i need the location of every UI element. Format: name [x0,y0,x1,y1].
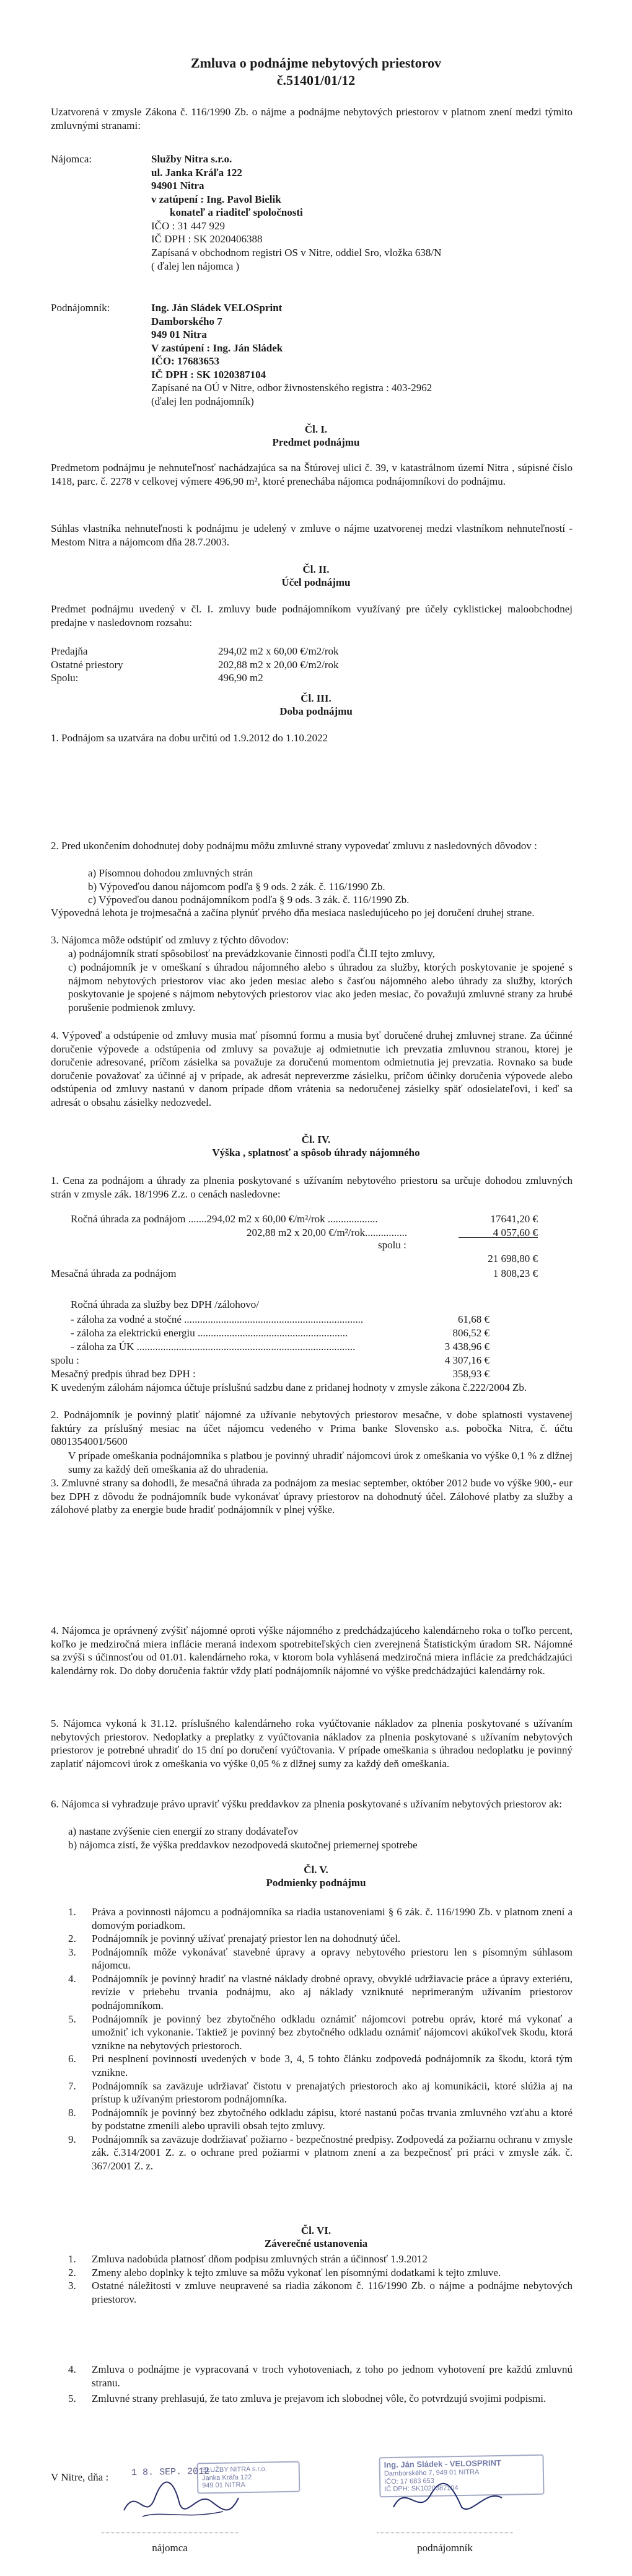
najomca-ico: IČO : 31 447 929 [151,219,225,232]
art3-paragraph-2b: Výpovedná lehota je trojmesačná a začína plynúť prvého dňa mesiaca nasledujúceho po jej doručení druhej strane. [51,907,535,919]
art2-row-label: Spolu: [51,672,79,684]
podnajomnik-label: Podnájomník: [51,302,110,314]
list-item: 4. Podnájomník je povinný hradiť na vlastné náklady drobné opravy, obvyklé udržiavacie práce a úpravy exteriéru, revízie v priebehu trvania podnájmu, ako aj náklady vzniknuté neprimeraným užívaním priestorov podnájomníkom. [68,1972,573,2012]
najomca-street: ul. Janka Kráľa 122 [151,166,242,179]
art4-heading-block [0,1133,632,1160]
art5-heading-block [0,1863,632,1890]
art1-heading: Predmet podnájmu [272,436,360,449]
art2-row-label: Predajňa [51,645,88,657]
art1-paragraph-1: Predmetom podnájmu je nehnuteľnosť nachádzajúca sa na Štúrovej ulici č. 39, v katastrálnom území Nitra , súpisné číslo 1418, parc. č. 2278 v celkovej výmere 496,90 m², ktoré prenechába nájomca podnájomníkovi do podnájmu. [51,462,573,487]
art4-paragraph-2b: V prípade omeškania podnájomníka s platbou je povinný uhradiť nájomcovi úrok z omeškania vo výške 0,1 % z dlžnej sumy za každý deň omeškania až do uhradenia. [68,1450,573,1475]
lessee-stamp: SLUŽBY NITRA s.r.o. Janka Kráľa 122 949 01 NITRA [197,2461,301,2494]
art3-paragraph-4: 4. Výpoveď a odstúpenie od zmluvy musia mať písomnú formu a musia byť doručené druhej zmluvnej strane. Za účinné doručenie výpovede a odstúpenia od zmluvy sa považuje aj odmietnutie ich prevzatia zmluvnou stranou, ktorej je doručenie adresované, príčom zásielka sa považuje za doručenú momentom odmietnutia jej prevzatia. Rovnako sa bude doručenie považovať za účinné aj v prípade, ak adresát nepreverzme zásielku, príčom účinky doručenia výpovede alebo odstúpenia od zmluvy nastanú v danom prípade dňom vrátenia sa nedoručenej zásielky späť odosielateľovi, i keď sa adresát o obsahu zásielky nedozvedel. [51,1030,573,1108]
art4-number: Čl. IV. [301,1134,331,1145]
podnajomnik-block [151,301,573,408]
list-item: 9. Podnájomník sa zaväzuje dodržiavať požiarno - bezpečnostné predpisy. Zodpovedá za požiarnu ochranu v zmysle zák. č.314/2001 Z. z. o ochrane pred požiarmi v platnom znení a za bezpečnosť pri práci v zmysle zák. č. 367/2001 Z. z. [68,2133,573,2172]
art3-paragraph-2: 2. Pred ukončením dohodnutej doby podnájmu môžu zmluvné strany vypovedať zmluvu z nasledovných dôvodov : [51,840,537,852]
list-item: 2. Podnájomník je povinný užívať prenajatý priestor len na dohodnutý účel. [68,1933,401,1945]
list-item: 4. Zmluva o podnájme je vypracovaná v troch vyhotoveniach, z toho po jednom vyhotovení pre každú zmluvnú stranu. [68,2363,573,2389]
art4-services-label: Ročná úhrada za služby bez DPH /zálohovo/ [71,1299,260,1310]
art4-services-monthly-label: Mesačný predpis úhrad bez DPH : [51,1368,196,1380]
art4-heading: Výška , splatnosť a spôsob úhrady nájomného [212,1147,420,1159]
art3-list-item: c) Výpoveďou danou podnájomníkom podľa § 9 ods. 3 zák. č. 116/1990 Zb. [88,894,410,906]
art3-list-item: a) Písomnou dohodou zmluvných strán [88,867,253,879]
art5-list [68,1905,573,2173]
art3-list-item: b) Výpoveďou danou nájomcom podľa § 9 ods. 2 zák. č. 116/1990 Zb. [88,880,385,893]
art1-heading-block [0,423,632,449]
list-item: 1. Zmluva nadobúda platnosť dňom podpisu zmluvných strán a účinnosť 1.9.2012 [68,2253,428,2265]
art6-list-continued [68,2363,573,2406]
art4-service-water: - záloha za vodné a stočné .................................................................... [71,1313,364,1325]
art4-annual-line2: 202,88 m2 x 20,00 €/m²/rok................ [247,1227,408,1238]
art2-row-predajna [51,645,573,658]
art3-list [88,867,571,907]
art4-paragraph-6: 6. Nájomca si vyhradzuje právo upraviť výšku preddavkov za plnenia poskytované s užívaním nebytových priestorov ak: [51,1798,562,1810]
art2-row-label: Ostatné priestory [51,658,123,671]
art4-paragraph-5: 5. Nájomca vykoná k 31.12. príslušného kalendárneho roka vyúčtovanie nákladov za plnenia poskytované s užívaním nebytových priestorov. Nedoplatky a preplatky z vyúčtovania nákladov za plnenia poskytované s užívaním nebytových priestorov je potrebné uhradiť do 15 dní po doručení vyúčtovania. V prípade omeškania s úhradou nedoplatku je povinný zaplatiť nájomcovi úrok z omeškania vo výške 0,05 % z dlžnej sumy za každý deň omeškania. [51,1718,573,1770]
title-line-2: č.51401/01/12 [276,72,356,88]
art3-number: Čl. III. [301,692,331,704]
art1-number: Čl. I. [304,423,328,435]
list-item: 2. Zmeny alebo doplnky k tejto zmluve sa môžu vykonať len písomnými dodatkami k tejto zmluve. [68,2266,501,2278]
podnajomnik-ico: IČO: 17683653 [151,355,220,368]
art4-services-spolu-value: 4 307,16 € [444,1354,489,1366]
najomca-register: Zapísaná v obchodnom registri OS v Nitre, oddiel Sro, vložka 638/N [151,247,442,259]
art2-row-value: 202,88 m2 x 20,00 €/m2/rok [218,658,339,671]
place-date-label: V Nitre, dňa : [51,2471,109,2483]
lessee-signature-label: nájomca [152,2542,188,2554]
art4-services-monthly-value: 358,93 € [452,1368,489,1380]
art5-number: Čl. V. [304,1864,328,1876]
art4-spolu-label: spolu : [378,1239,406,1251]
art4-paragraph-2: 2. Podnájomník je povinný platiť nájomné za užívanie nebytových priestorov mesačne, v dobe splatnosti vystavenej faktúry za príslušný mesiac na účet nájomcu vedeného v Prima banke Slovensko a.s. pobočka Nitra, č. účtu 0801354001/5600 [51,1409,573,1448]
art2-row-ostatne [51,658,573,672]
art2-heading-block [0,563,632,589]
art3-paragraph-3a: a) podnájomník stratí spôsobilosť na prevádzkovanie činnosti podľa Čl.II tejto zmluvy, [68,948,435,959]
intro-paragraph: Uzatvorená v zmysle Zákona č. 116/1990 Zb. o nájme a podnájme nebytových priestorov v platnom znení medzi týmito zmluvnými stranami: [51,106,573,131]
art3-heading: Doba podnájmu [279,705,353,718]
lessee-signature-icon [118,2473,242,2529]
list-item: 7. Podnájomník sa zaväzuje udržiavať čistotu v prenajatých priestoroch ako aj komunikácii, ktoré slúžia aj na prístup k užívaným priestorom podnájomníka. [68,2080,573,2106]
art4-paragraph-1-tail: K uvedeným zálohám nájomca účtuje príslušnú sadzbu dane z pridanej hodnoty v zmysle zákona č.222/2004 Zb. [51,1382,527,1393]
najomca-name: Služby Nitra s.r.o. [151,153,232,165]
podnajomnik-icdph: IČ DPH : SK 1020387104 [151,368,266,381]
list-item: 6. Pri nesplnení povinností uvedených v bode 3, 4, 5 tohto článku zodpovedá podnájomník za škodu, ktorá tým vznikne. [68,2053,573,2078]
art4-annual-v2: 4 057,60 € [493,1227,538,1238]
document-title [0,55,632,89]
podnajomnik-alias: (ďalej len podnájomník) [151,395,254,408]
art3-heading-block [0,692,632,718]
najomca-city: 94901 Nitra [151,180,204,192]
sublessee-signature-label: podnájomník [417,2542,473,2554]
date-stamp: 1 8. SEP. 2012 [131,2466,210,2479]
art2-table [51,645,573,685]
art4-service-water-value: 61,68 € [458,1313,489,1325]
art6-heading: Záverečné ustanovenia [264,2238,368,2250]
art2-number: Čl. II. [302,563,330,575]
list-item: 3. Ostatné náležitosti v zmluve neupravené sa riadia zákonom č. 116/1990 Zb. o nájme a podnájme nebytových priestorov. [68,2280,573,2305]
art4-annual-v1: 17641,20 € [490,1213,538,1225]
art4-service-heating-value: 3 438,96 € [444,1341,489,1352]
list-item: 3. Podnájomník môže vykonávať stavebné úpravy a opravy nebytového priestoru len s písomným súhlasom nájomcu. [68,1946,573,1972]
art4-spolu-value: 21 698,80 € [488,1253,538,1264]
art6-heading-block [0,2224,632,2251]
podnajomnik-name: Ing. Ján Sládek VELOSprint [151,302,283,314]
art4-monthly-value: 1 808,23 € [493,1268,538,1279]
art6-list [68,2252,573,2306]
art2-row-value: 294,02 m2 x 60,00 €/m2/rok [218,645,339,657]
art4-services-spolu-label: spolu : [51,1354,79,1366]
art4-monthly-label: Mesačná úhrada za podnájom [51,1268,177,1279]
list-item: 8. Podnájomník je povinný bez zbytočného odkladu zápisu, ktoré nastanú počas trvania zmluvného vzťahu a ktoré by podstatne zmenili alebo upravili obsah tejto zmluvy. [68,2106,573,2132]
art3-paragraph-3b: c) podnájomník je v omeškaní s úhradou nájomného alebo s úhradou za služby, ktorých poskytovanie je spojené s nájmom nebytových priestorov viac ako jeden mesiac alebo s časťou nájomného alebo úhrady za služby, ktorých poskytovanie je spojené s nájmom nebytových priestorov viac ako jeden mesiac, čo považujú zmluvné strany za hrubé porušenie podmienok zmluvy. [68,961,573,1013]
najomca-icdph: IČ DPH : SK 2020406388 [151,233,263,245]
art4-paragraph-6a: a) nastane zvýšenie cien energií zo strany dodávateľov [68,1825,299,1837]
art1-paragraph-2: Súhlas vlastníka nehnuteľnosti k podnájmu je udelený v zmluve o nájme uzatvorenej medzi vlastníkom nehnuteľností - Mestom Nitra a nájomcom dňa 28.7.2003. [51,523,573,548]
art4-annual-label: Ročná úhrada za podnájom .......294,02 m2 x 60,00 €/m²/rok ................... [71,1213,378,1225]
podnajomnik-street: Damborského 7 [151,315,222,327]
art2-paragraph-1: Predmet podnájmu uvedený v čl. I. zmluvy bude podnájomníkom využívaný pre účely cyklistickej maloobchodnej predajne v nasledovnom rozsahu: [51,603,573,629]
list-item: 5. Zmluvné strany prehlasujú, že tato zmluva je prejavom ich slobodnej vôle, čo potvrdzujú svojimi podpismi. [68,2393,546,2405]
list-item: 1. Práva a povinnosti nájomcu a podnájomníka sa riadia ustanoveniami § 6 zák. č. 116/1990 Zb. v platnom znení a domovým poriadkom. [68,1906,573,1931]
art4-paragraph-6b: b) nájomca zistí, že výška preddavkov nezodpovedá skutočnej priemernej spotrebe [68,1839,418,1851]
art4-paragraph-1: 1. Cena za podnájom a úhrady za plnenia poskytované s užívaním nebytového priestoru sa určuje dohodou zmluvných strán v zmysle zák. 18/1996 Z.z. o cenách nasledovne: [51,1175,573,1200]
najomca-rep: v zatúpení : Ing. Pavol Bielik [151,193,281,205]
art4-sum-rule [459,1237,538,1238]
najomca-block [151,152,573,273]
art3-paragraph-3: 3. Nájomca môže odstúpiť od zmluvy z týchto dôvodov: [51,934,289,946]
najomca-alias: ( ďalej len nájomca ) [151,260,240,272]
art4-service-electricity: - záloha za elektrickú energiu ......................................................... [71,1327,348,1339]
podnajomnik-register: Zapísané na OÚ v Nitre, odbor živnostenského registra : 403-2962 [151,382,432,394]
art4-service-heating: - záloha za ÚK ................................................................................... [71,1341,356,1352]
art2-row-spolu [51,671,573,685]
list-item: 5. Podnájomník je povinný bez zbytočného odkladu oznámiť nájomcovi potrebu opráv, ktoré má vykonať a umožniť ich vykonanie. Taktiež je povinný bez zbytočného odkladu oznámiť nájomcovi akúkoľvek škodu, ktorá vznikne na nebytových priestoroch. [68,2013,573,2052]
title-line-1: Zmluva o podnájme nebytových priestorov [190,55,442,71]
art2-heading: Účel podnájmu [281,576,351,589]
podnajomnik-city: 949 01 Nitra [151,329,207,341]
art3-paragraph-1: 1. Podnájom sa uzatvára na dobu určitú od 1.9.2012 do 1.10.2022 [51,732,328,744]
art4-paragraph-3: 3. Zmluvné strany sa dohodli, že mesačná úhrada za podnájom za mesiac september, október 2012 bude vo výške 900,- eur bez DPH z dôvodu že podnájomník bude vykonávať úpravy priestorov na dohodnutý účel. Zálohové platby za služby a zálohové platby za energie bude hradiť podnájomník v plnej výške. [51,1477,573,1516]
najomca-rep-role: konateľ a riaditeľ spoločnosti [170,206,303,219]
najomca-label: Nájomca: [51,153,92,165]
sublessee-stamp: Ing. Ján Sládek - VELOSPRINT Damborského 7, 949 01 NITRA IČO: 17 683 653 IČ DPH: SK1020387104 [379,2455,544,2497]
art4-service-electricity-value: 806,52 € [452,1327,489,1339]
art4-paragraph-4: 4. Nájomca je oprávnený zvýšiť nájomné oproti výške nájomného z predchádzajúceho kalendárneho roka o toľko percent, koľko je medziročná miera inflácie meraná indexom spotrebiteľských cien zverejnená Štatistickým úradom SR. Nájomné sa zvýši s účinnosťou od 01.01. kalendárneho roka, v ktorom bola vyhlásená medziročná miera inflácie za predchádzajúci kalendárny rok. Do doby doručenia faktúr vždy platí podnájomník nájomné vo výške predchádzajúci kalendárny rok. [51,1625,573,1677]
sublessee-signature-icon [384,2473,508,2523]
art2-row-value: 496,90 m2 [218,672,263,684]
art6-number: Čl. VI. [301,2225,331,2236]
art5-heading: Podmienky podnájmu [266,1877,366,1889]
podnajomnik-rep: V zastúpení : Ing. Ján Sládek [151,342,283,354]
